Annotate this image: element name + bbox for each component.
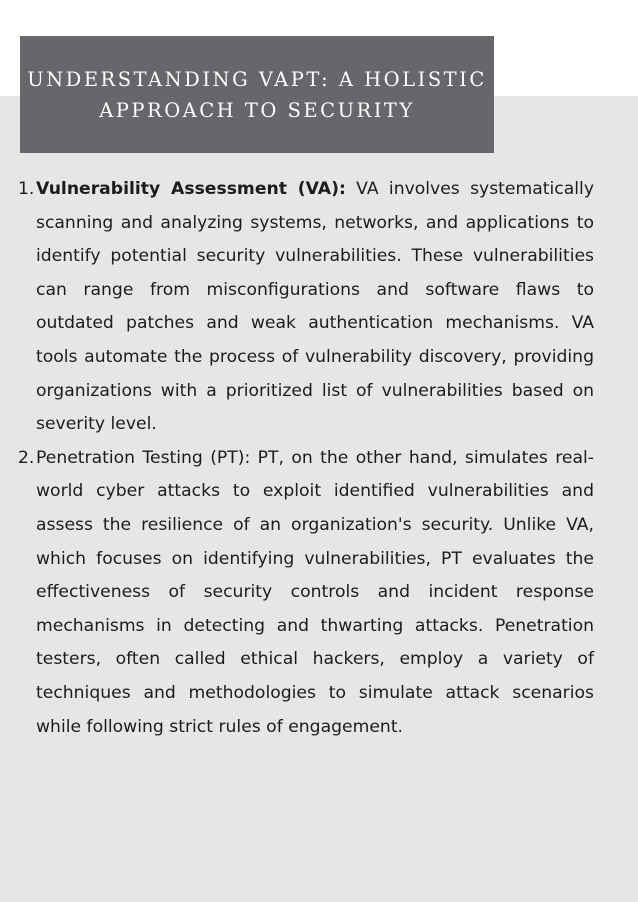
list-item-vulnerability-assessment	[18, 173, 594, 442]
title-banner	[20, 36, 494, 153]
vapt-list	[18, 173, 594, 744]
list-item-penetration-testing	[18, 442, 594, 744]
list-item-body: Penetration Testing (PT): PT, on the other hand, simulates real-world cyber attacks to exploit identified vulnerabilities and assess the resilience of an organization's security. Unlike VA, which focuses on identifying vulnerabilities, PT evaluates the effectiveness of security controls and incident response mechanisms in detecting and thwarting attacks. Penetration testers, often called ethical hackers, employ a variety of techniques and methodologies to simulate attack scenarios while following strict rules of engagement.	[36, 447, 594, 737]
list-item-term: Vulnerability Assessment (VA):	[36, 179, 346, 199]
page-title: UNDERSTANDING VAPT: A HOLISTIC APPROACH TO SECURITY	[27, 67, 487, 122]
list-item-number: 1.	[18, 179, 35, 199]
list-item-body: VA involves systematically scanning and analyzing systems, networks, and applications to identify potential security vulnerabilities. These vulnerabilities can range from misconfigurations and software flaws to outdated patches and weak authentication mechanisms. VA tools automate the process of vulnerability discovery, providing organizations with a prioritized list of vulnerabilities based on severity level.	[36, 179, 594, 435]
list-item-number: 2.	[18, 447, 35, 468]
